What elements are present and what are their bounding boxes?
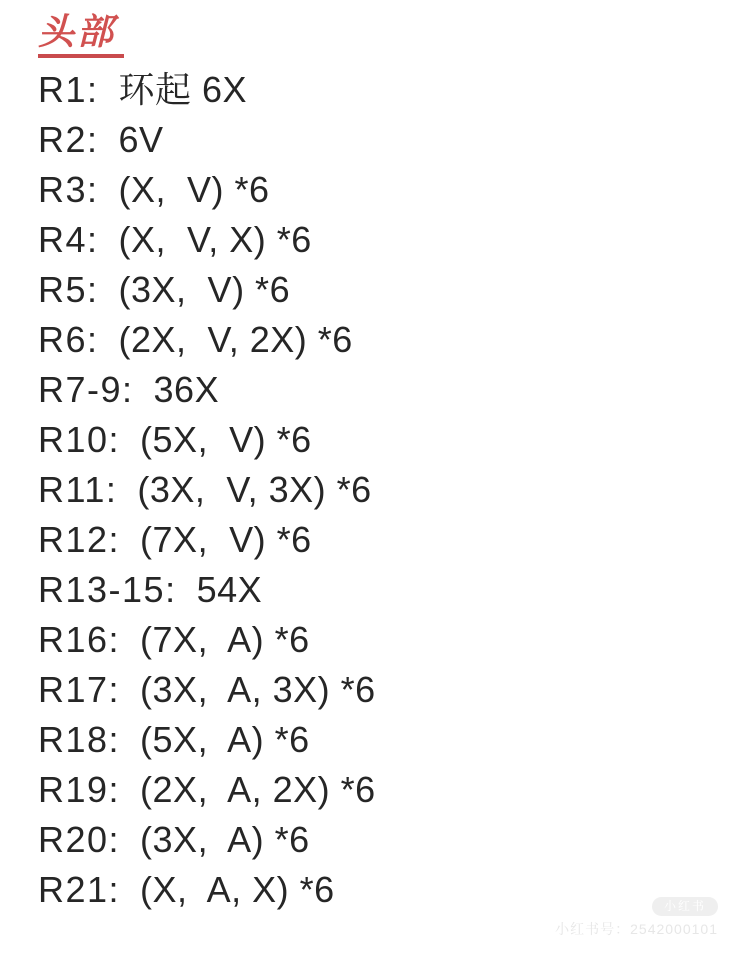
pattern-list [38, 65, 713, 915]
row-value: (2X, V, 2X) *6 [118, 319, 353, 360]
pattern-row-r3 [38, 165, 713, 215]
row-value: (3X, A, 3X) *6 [140, 669, 376, 710]
row-label: R1: [38, 69, 99, 110]
pattern-row-r1 [38, 65, 713, 115]
xiaohongshu-logo-badge: 小红书 [652, 897, 718, 916]
pattern-row-r20 [38, 815, 713, 865]
row-value: (3X, V, 3X) *6 [137, 469, 372, 510]
pattern-row-r5 [38, 265, 713, 315]
pattern-row-r11 [38, 465, 713, 515]
row-value: (3X, A) *6 [140, 819, 310, 860]
row-label: R10: [38, 419, 121, 460]
pattern-row-r7-9 [38, 365, 713, 415]
row-label: R11: [38, 469, 118, 510]
row-value: (5X, V) *6 [140, 419, 312, 460]
row-label: R16: [38, 619, 121, 660]
pattern-row-r13-15 [38, 565, 713, 615]
xiaohongshu-id: 小红书号：2542000101 [555, 921, 718, 937]
watermark [555, 897, 718, 939]
row-value: (2X, A, 2X) *6 [140, 769, 376, 810]
row-value: (X, V) *6 [118, 169, 270, 210]
pattern-row-r19 [38, 765, 713, 815]
row-label: R19: [38, 769, 121, 810]
pattern-row-r16 [38, 615, 713, 665]
row-label: R5: [38, 269, 99, 310]
row-label: R4: [38, 219, 99, 260]
row-label: R18: [38, 719, 121, 760]
pattern-row-r6 [38, 315, 713, 365]
row-label: R3: [38, 169, 99, 210]
pattern-row-r18 [38, 715, 713, 765]
row-label: R7-9: [38, 369, 134, 410]
row-value: (7X, A) *6 [140, 619, 310, 660]
row-label: R2: [38, 119, 99, 160]
row-value: 环起 6X [118, 69, 248, 110]
section-title: 头部 [38, 13, 124, 58]
row-value: (5X, A) *6 [140, 719, 310, 760]
row-label: R13-15: [38, 569, 177, 610]
pattern-row-r17 [38, 665, 713, 715]
row-value: 54X [196, 569, 263, 610]
row-value: (X, A, X) *6 [140, 869, 335, 910]
pattern-row-r12 [38, 515, 713, 565]
pattern-row-r2 [38, 115, 713, 165]
row-value: 36X [153, 369, 220, 410]
pattern-row-r10 [38, 415, 713, 465]
row-value: (X, V, X) *6 [118, 219, 312, 260]
row-value: 6V [118, 119, 164, 160]
row-label: R17: [38, 669, 121, 710]
row-value: (3X, V) *6 [118, 269, 291, 310]
row-label: R21: [38, 869, 121, 910]
pattern-row-r4 [38, 215, 713, 265]
row-label: R20: [38, 819, 121, 860]
row-value: (7X, V) *6 [140, 519, 312, 560]
row-label: R6: [38, 319, 99, 360]
row-label: R12: [38, 519, 121, 560]
